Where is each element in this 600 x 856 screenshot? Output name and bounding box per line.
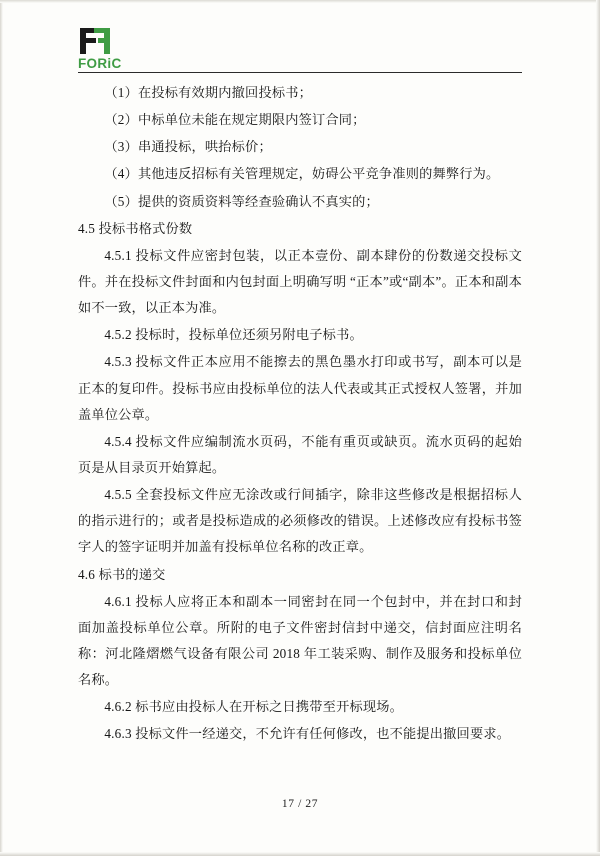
paragraph-4-5-5: 4.5.5 全套投标文件应无涂改或行间插字，除非这些修改是根据招标人的指示进行的；或者是投标造成的必须修改的错误。上述修改应有投标书签字人的签字证明并加盖有投标单位名称的改正章。 [78, 487, 522, 555]
logo-wordmark: FORiC [78, 56, 122, 71]
list-item: （4）其他违反招标有关管理规定，妨碍公平竞争准则的舞弊行为。 [104, 166, 500, 182]
paragraph-4-5-4: 4.5.4 投标文件应编制流水页码，不能有重页或缺页。流水页码的起始页是从目录页开始算起。 [78, 433, 522, 475]
page-edge-right [596, 0, 600, 856]
logo-mark-icon [78, 26, 112, 56]
document-body [78, 80, 522, 749]
page-edge-left [0, 0, 3, 856]
list-item: （1）在投标有效期内撤回投标书； [104, 85, 312, 100]
paragraph-4-5-3: 4.5.3 投标文件正本应用不能擦去的黑色墨水打印或书写，副本可以是正本的复印件。投标书应由投标单位的法人代表或其正式授权人签署，并加盖单位公章。 [78, 354, 522, 422]
list-item: （2）中标单位未能在规定期限内签订合同； [104, 112, 366, 128]
paragraph-4-6-3: 4.6.3 投标文件一经递交，不允许有任何修改，也不能提出撤回要求。 [104, 726, 511, 742]
paragraph-4-5-1: 4.5.1 投标文件应密封包装，以正本壹份、副本肆份的份数递交投标文件。并在投标文件封面和内包封面上明确写明 “正本”或“副本”。正本和副本如不一致，以正本为准。 [78, 247, 522, 316]
paragraph-4-5-2: 4.5.2 投标时，投标单位还须另附电子标书。 [104, 327, 363, 343]
list-item: （5）提供的资质资料等经查验确认不真实的； [104, 193, 379, 209]
section-heading-4-6: 4.6 标书的递交 [78, 566, 166, 582]
page-edge-top [0, 0, 600, 3]
company-logo [78, 26, 158, 72]
header-rule [78, 72, 522, 73]
page-number: 17 / 27 [281, 798, 319, 810]
section-heading-4-5: 4.5 投标书格式份数 [78, 220, 193, 236]
list-item: （3）串通投标，哄抬标价； [104, 139, 272, 155]
paragraph-4-6-2: 4.6.2 标书应由投标人在开标之日携带至开标现场。 [104, 699, 404, 715]
paragraph-4-6-1: 4.6.1 投标人应将正本和副本一同密封在同一个包封中，并在封口和封面加盖投标单位公章。所附的电子文件密封信封中递交，信封面应注明名称：河北隆熠燃气设备有限公司 2018 年工装采购、制作及服务和投标单位名称。 [78, 593, 522, 688]
page-edge-bottom [0, 852, 600, 856]
